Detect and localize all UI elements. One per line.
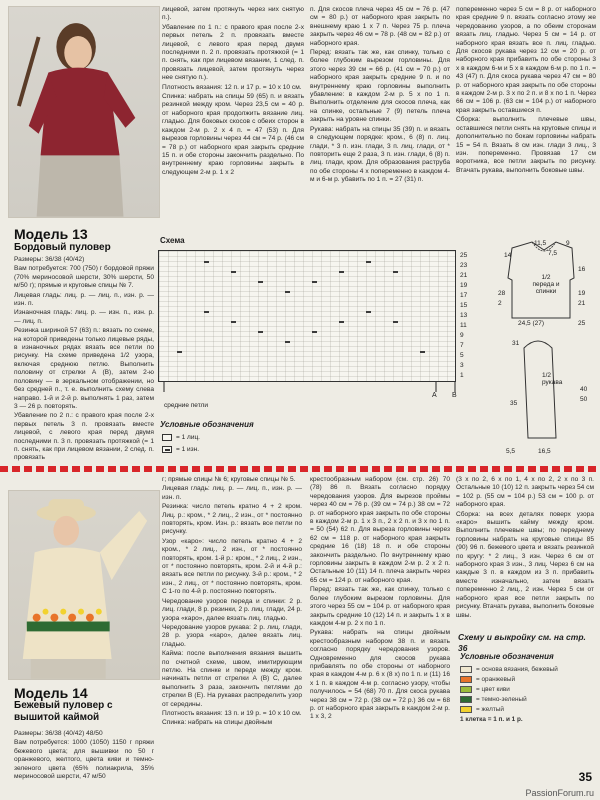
dark-green-swatch-icon (460, 696, 472, 703)
kiwi-swatch-icon (460, 686, 472, 693)
dimension: 28 (498, 290, 506, 297)
legend-item (460, 684, 592, 694)
legend-item (460, 694, 592, 704)
paragraph: Сборка: на всех деталях поверх узора «каро» вышить кайму между кром. Выполнить плечевые швы; по переднему горловины набрать на круговые спицы 85 (90) 96 п. бежевого цвета и вязать резинкой по кругу: * 2 лиц., 3 изн. Через 6 см от наборного края 3 изн., 3 лиц. Через 6 см на каждые 3 п. в каждом из 3 п. прибавить вместе изначально, затем вязать попеременно 2 лиц., 2 изн. Через 5 см от наборного края все петли закрыть по рисунку. Втачать рукава, выполнить боковые швы. (456, 510, 594, 619)
paragraph: Резинка шириной 57 (63) п.: вязать по схеме, на которой приведены только лицевые ряды, в изнаночных рядах вязать все петли по рисунку. На схеме приведена 1/2 узора, включая среднюю петлю. Выполнить половину от стрелки А (В), затем 2-ю половину — в зеркальном отображении, но без средней п., т. е. выполнить схему слева направо. 1-й и 2-й р. выполнять 1 раз, затем 3 — 26 р. повторять. (14, 327, 154, 410)
paragraph: Лицевая гладь: лиц. р. — лиц. п., изн. р. — изн. п. (14, 291, 154, 308)
legend-item (460, 674, 592, 684)
paragraph: Узор «каро»: число петель кратно 4 + 2 кром., * 2 лиц., 2 изн., от * постоянно повторять, кром. 1-й р.: кром., * 2 лиц., 2 изн., от * постоянно повторять, кром. 2-й и 4-й р.: вязать все петли по рисунку. 3-й р.: кром., * 2 изн., 2 лиц., от * постоянно повторять, кром. С 1-го по 4-й р. постоянно повторять. (162, 537, 302, 596)
paragraph: Рукава: набрать на спицы двойным крестообразным набором 38 п. и вязать согласно порядку чередования узоров. Одновременно для скосов рукава прибавлять по обе стороны от наборного края в каждом 4-м р. 6 х (8 х) по 1 п. и (11) 16 х 1 п. в каждом 4-м р. согласно узору, чтобы получилось = 54 (68) 70 п. Для скоса рукава через 38 см = 72 р. (38 см = 72 р.) 36 см = 68 р. от наборного края закрыть в каждом 2-м р. 1 х 3, 2 (310, 629, 450, 721)
paragraph: Лицевая гладь: лиц. р. — лиц. п., изн. р. — изн. п. (162, 485, 302, 501)
dimension: 9 (566, 240, 570, 247)
legend-knit-label: = 1 лиц. (176, 434, 200, 441)
middle-stitches-label: средние петли (164, 402, 208, 409)
front-back-label: 1/2 переда и спинки (532, 274, 560, 295)
paragraph: п. Для скосов плеча через 45 см = 76 р. (47 см = 80 р.) от наборного края закрыть по внешнему краю 1 х 7 п. Через 75 р. плеча закрыть через 46 см = 78 р. (48 см = 82 р.) от наборного края. (310, 6, 450, 47)
paragraph: г; прямые спицы № 6; круговые спицы № 5. (162, 476, 296, 483)
dimension: 31 (512, 340, 520, 347)
dimension: 5,5 (506, 448, 516, 455)
model-14-column-4 (456, 476, 594, 632)
section-divider (0, 466, 600, 472)
paragraph: Спинка: набрать на спицы 59 (65) п. и вязать резинкой между кром. Через 23,5 см = 40 р. от наборного края продолжить вязание лиц. гладью. Для боковых скосов с обеих сторон в каждом 2-м р. 2 х 4 п. = 47 (53) п. Для вырезов горловины через 44 см = 74 р. (46 см = 78 р.) от наборного края закрыть средние 15 п. и обе стороны закончить раздельно. По внутреннему краю горловины закрыть в следующем 2-м р. 1 х 2 (162, 93, 304, 176)
yellow-swatch-icon (460, 706, 472, 713)
knitting-chart (159, 251, 455, 381)
paragraph: лицевой, затем протянуть через них снятую п.). (162, 6, 304, 22)
row-number: 21 (460, 272, 468, 279)
row-number: 11 (460, 322, 467, 329)
arrow-a-label: A (432, 392, 437, 399)
paragraph: Резинка: число петель кратно 4 + 2 кром. Лиц. р.: кром., * 2 лиц., 2 изн., от * постоянно повторять, кром. Изн. р.: вязать все петли по рисунку. (162, 503, 302, 536)
row-number: 23 (460, 262, 468, 269)
dimension: 7,5 (548, 250, 558, 257)
legend-item (460, 664, 592, 674)
model-13-column-4 (456, 6, 596, 232)
paragraph: Вам потребуется: 1000 (1050) 1150 г пряжи бежевого цвета; для вышивки по 50 г оранжевого, желтого, цвета киви и темно-зеленого цвета (65% полиакрила, 35% мериносовой шерсти, 47 м/50 (14, 739, 154, 781)
legend-label: = темно-зеленый (476, 695, 527, 703)
paragraph: попеременно через 5 см = 8 р. от наборного края средние 9 п. вязать согласно этому же чередованию узоров, а по обеим сторонам вязать лиц. гладью. Через 5 см = 14 р. от наборного края вязать все п. лиц. гладью. Для скосов рукава через 12 см = 20 р. от наборного края прибавить по обе стороны 3 х в каждом 6-м и 5 х в каждом 6-м р. по 1 п. = 43 (47) п. Для скоса рукава через 47 см = 80 р. от наборного края закрыть по обе стороны в каждом 2-м р. 3 х по 2 п. и 8 х по 1 п. Через 66 см = 106 р. (63 см = 104 р.) от наборного края закрыть оставшиеся п. (456, 6, 596, 114)
model-13-column-2 (162, 6, 304, 232)
legend-label: = желтый (476, 705, 504, 713)
row-number: 19 (460, 282, 468, 289)
row-number: 9 (460, 332, 464, 339)
dimension: 21 (578, 300, 586, 307)
watermark: PassionForum.ru (525, 788, 594, 798)
pattern-reference: Схему и выкройку см. на стр. 36 (458, 632, 586, 653)
legend-purl (162, 446, 199, 453)
paragraph: Плотность вязания: 12 п. и 17 р. = 10 х 10 см. (162, 83, 302, 91)
purl-swatch-icon (162, 446, 172, 453)
model-14-illustration (9, 491, 159, 679)
paragraph: Сборка: выполнить плечевые швы, оставшиеся петли снять на круговые спицы и дополнительно по бокам горловины набрать 15 = 54 п. Вязать 8 см изн. глади 3 лиц., 3 изн. попеременно. Провязав 17 см воротника, все петли закрыть по рисунку. Втачать рукава, выполнить боковые швы. (456, 116, 596, 174)
model-14-column-1 (14, 730, 154, 796)
paragraph: Спинка: набрать на спицы двойным (162, 719, 273, 727)
model-14-title: Модель 14 (14, 685, 88, 701)
schema-title: Схема (160, 236, 185, 245)
row-number: 17 (460, 292, 468, 299)
model-14-subtitle: Бежевый пуловер с вышитой каймой (14, 700, 113, 723)
paragraph: крестообразным набором (см. стр. 26) 70 (78) 86 п. Вязать согласно порядку чередования узоров. Для вырезов проймы через 40 см = 76 р. (39 см = 74 р.) 38 см = 72 р. от наборного края закрыть по обе стороны в каждом 2-м р. 1 х 3 п., 2 х 2 п. и 3 х по 1 п. = 50 (54) 62 п. Для выреза горловины через 62 см = 118 р. от наборного края закрыть средние 16 (18) 18 п. и обе стороны закончить раздельно. По внутреннему краю горловины закрыть в каждом 2-м р. 2 х 2 п. Остальные 10 (11) 14 п. плеча закрыть через 65 см = 124 р. от наборного края. (310, 476, 450, 584)
legend-label: = цвет киви (476, 685, 510, 693)
row-number: 3 (460, 362, 464, 369)
arrow-b-label: B (452, 392, 457, 399)
paragraph: Убавление по 1 п.: с правого края после 2-х первых петель 2 п. провязать вместе лицевой, с левого края перед двумя последними п. 2 п. провязать протяжкой (= 1 п. снять, как при лицевом вязании, 1 след. п. провязать лицевой, затем протянуть через нее снятую п.). (162, 23, 304, 82)
model-13-title: Модель 13 (14, 226, 88, 242)
paragraph: Перед: вязать так же, как спинку, только с более глубоким вырезом горловины. Для этого через 55 см = 104 р. от наборного края закрыть средние 10 (12) 14 п. и закрыть 1 х в каждом 4-м р. 2 х по 1 п. (310, 586, 450, 627)
model-13-column-3 (310, 6, 450, 232)
orange-swatch-icon (460, 676, 472, 683)
legend-label: = основа вязания, бежевый (476, 665, 558, 673)
dimension: 24,5 (27) (518, 320, 545, 327)
paragraph: Кайма: после выполнения вязания вышить по счетной схеме, швом, имитирующим петлю. На спинке и переде между кром. начинать петли от стрелки А (В) С, далее выполнить 3 раза, закончить петлями до стрелки В (Е). На рукавах распределить узор от середины. (162, 650, 302, 708)
model-14-column-3 (310, 476, 450, 796)
legend-note: 1 клетка = 1 п. и 1 р. (460, 715, 523, 723)
legend-14-title: Условные обозначения (460, 652, 554, 661)
paragraph: Плотность вязания: 13 п. и 19 р. = 10 х 10 см. (162, 709, 302, 717)
chart-arrows (160, 382, 460, 394)
paragraph: (3 х по 2, 6 х по 1, 4 х по 2, 2 х по 3 п. Остальные 10 (10) 12 п. закрыть через 54 см = 102 р. (55 см = 104 р.) 53 см = 100 р. от наборного края. (456, 476, 594, 509)
paragraph: Рукава: набрать на спицы 35 (39) п. и вязать в следующем порядке: кром., 6 (8) п. лиц. глади, * 3 п. изн. глади, 3 п. лиц. глади, от * повторить еще 2 раза, 3 п. изн. глади, 6 (8) п. лиц. глади, кром. Для образования раструба по обе стороны 4 х попеременно в каждом 4-м и 6-м р. убавить по 1 п. = 27 (31) п. (310, 125, 450, 184)
paragraph: Вам потребуется: 700 (750) г бордовой пряжи (70% мериносовой шерсти, 30% шерсти, 50 м/50 г); прямые и круговые спицы № 7. (14, 265, 154, 290)
legend-label: = оранжевый (476, 675, 516, 683)
legend-13-title: Условные обозначения (160, 420, 254, 429)
row-numbers (460, 252, 480, 382)
dimension: 14 (504, 252, 512, 259)
row-number: 15 (460, 302, 468, 309)
model-14-column-2 (162, 476, 302, 796)
color-legend (460, 664, 592, 724)
paragraph: Чередование узоров рукава: 2 р. лиц. глади, 28 р. узора «каро», далее вязать лиц. гладью. (162, 623, 302, 648)
dimension: 19 (578, 290, 586, 297)
paragraph: Чередование узоров переда и спинки: 2 р. лиц. глади, 8 р. резинки, 2 р. лиц. глади, 24 р. узора «каро», далее вязать лиц. гладью. (162, 597, 302, 622)
legend-item (460, 704, 592, 714)
model-13-column-1 (14, 256, 154, 462)
dimension: 11,5 (534, 240, 547, 247)
dimension: 16,5 (538, 448, 551, 455)
dimension: 25 (578, 320, 586, 327)
dimension: 16 (578, 266, 586, 273)
dimension: 50 (580, 396, 588, 403)
knit-swatch-icon (162, 434, 172, 441)
row-number: 5 (460, 352, 464, 359)
row-number: 25 (460, 252, 468, 259)
paragraph: Изнаночная гладь: лиц. р. — изн. п., изн. р. — лиц. п. (14, 309, 154, 325)
row-number: 13 (460, 312, 468, 319)
model-13-illustration (9, 7, 159, 217)
paragraph: Размеры: 36/38 (40/42) (14, 256, 85, 263)
dimension: 2 (498, 300, 502, 307)
legend-purl-label: = 1 изн. (176, 446, 200, 453)
dimension: 40 (580, 386, 588, 393)
paragraph: Убавление по 2 п.: с правого края после 2-х первых петель 3 п. провязать вместе лицевой, с левого края перед двумя последними п. 3 п. провязать протяжкой (= 1 п. снять, как при лицевом вязании, 2 след. п. провязать (14, 412, 154, 462)
row-number: 7 (460, 342, 464, 349)
knitting-chart-grid (158, 250, 456, 382)
paragraph: Перед: вязать так же, как спинку, только с более глубоким вырезом горловины. Для этого через 39 см = 66 р. (41 см = 70 р.) от наборного края закрыть средние 9 п. и по внутреннему краю горловины выполнить убавление: в каждом 2-м р. 5 х по 1 п. Выполнить отделение для скосов плеча, как на спинке, остальные 7 (9) петель плеча закрыть на уровне спинки. (310, 49, 450, 124)
paragraph: Размеры: 36/38 (40/42) 48/50 (14, 730, 103, 737)
beige-swatch-icon (460, 666, 472, 673)
sleeve-label: 1/2 рукава (542, 372, 563, 386)
row-number: 1 (460, 372, 464, 379)
dimension: 35 (510, 400, 518, 407)
model-13-subtitle: Бордовый пуловер (14, 242, 111, 253)
model-13-photo (8, 6, 160, 218)
page-number: 35 (578, 770, 592, 784)
model-14-photo (8, 490, 160, 680)
legend-knit (162, 434, 200, 441)
